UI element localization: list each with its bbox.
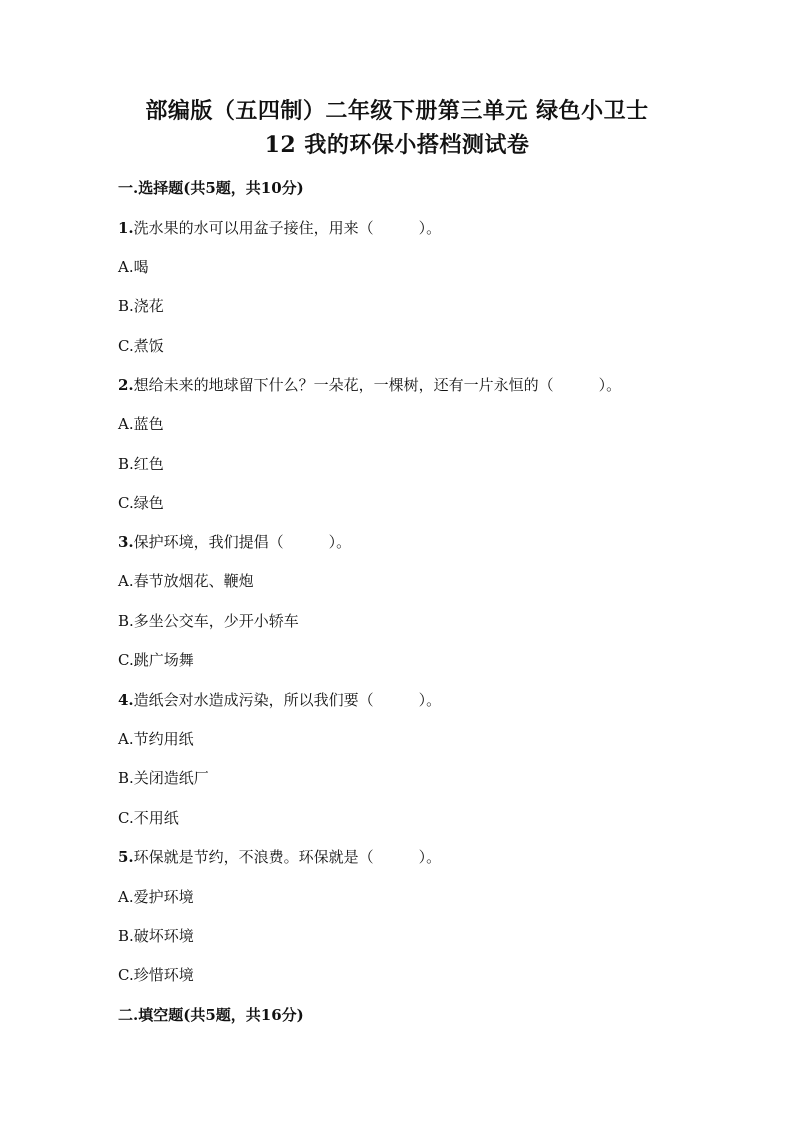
section-heading-fill-blank: 二.填空题(共5题，共16分) <box>118 1006 304 1024</box>
question-4-option-a: A.节约用纸 <box>118 730 194 748</box>
question-1-option-a: A.喝 <box>118 258 149 276</box>
question-4-option-c: C.不用纸 <box>118 809 179 827</box>
question-number: 2. <box>118 376 134 394</box>
question-2 <box>118 375 621 395</box>
question-text: 想给未来的地球留下什么？一朵花，一棵树，还有一片永恒的（ ）。 <box>133 376 622 394</box>
question-1-option-b: B.浇花 <box>118 297 164 315</box>
question-5-option-b: B.破坏环境 <box>118 927 194 945</box>
question-3 <box>118 532 351 552</box>
question-5-option-a: A.爱护环境 <box>118 888 194 906</box>
question-3-option-a: A.春节放烟花、鞭炮 <box>118 572 254 590</box>
question-4-option-b: B.关闭造纸厂 <box>118 769 209 787</box>
question-3-option-b: B.多坐公交车，少开小轿车 <box>118 612 299 630</box>
question-5 <box>118 847 441 867</box>
question-text: 环保就是节约，不浪费。环保就是（ ）。 <box>133 848 442 866</box>
question-2-option-b: B.红色 <box>118 455 164 473</box>
question-2-option-c: C.绿色 <box>118 494 164 512</box>
question-2-option-a: A.蓝色 <box>118 415 164 433</box>
question-text: 造纸会对水造成污染，所以我们要（ ）。 <box>133 691 442 709</box>
exam-title-line-1: 部编版（五四制）二年级下册第三单元 绿色小卫士 <box>145 98 649 124</box>
question-number: 4. <box>118 691 134 709</box>
question-5-option-c: C.珍惜环境 <box>118 966 194 984</box>
question-text: 洗水果的水可以用盆子接住，用来（ ）。 <box>133 219 442 237</box>
question-text: 保护环境，我们提倡（ ）。 <box>133 533 352 551</box>
question-3-option-c: C.跳广场舞 <box>118 651 194 669</box>
question-1 <box>118 218 441 238</box>
question-number: 5. <box>118 848 134 866</box>
section-heading-choice: 一.选择题(共5题，共10分) <box>118 179 304 197</box>
exam-title-line-2: 12 我的环保小搭档测试卷 <box>264 132 530 158</box>
question-number: 3. <box>118 533 134 551</box>
question-1-option-c: C.煮饭 <box>118 337 164 355</box>
question-number: 1. <box>118 219 134 237</box>
question-4 <box>118 690 441 710</box>
